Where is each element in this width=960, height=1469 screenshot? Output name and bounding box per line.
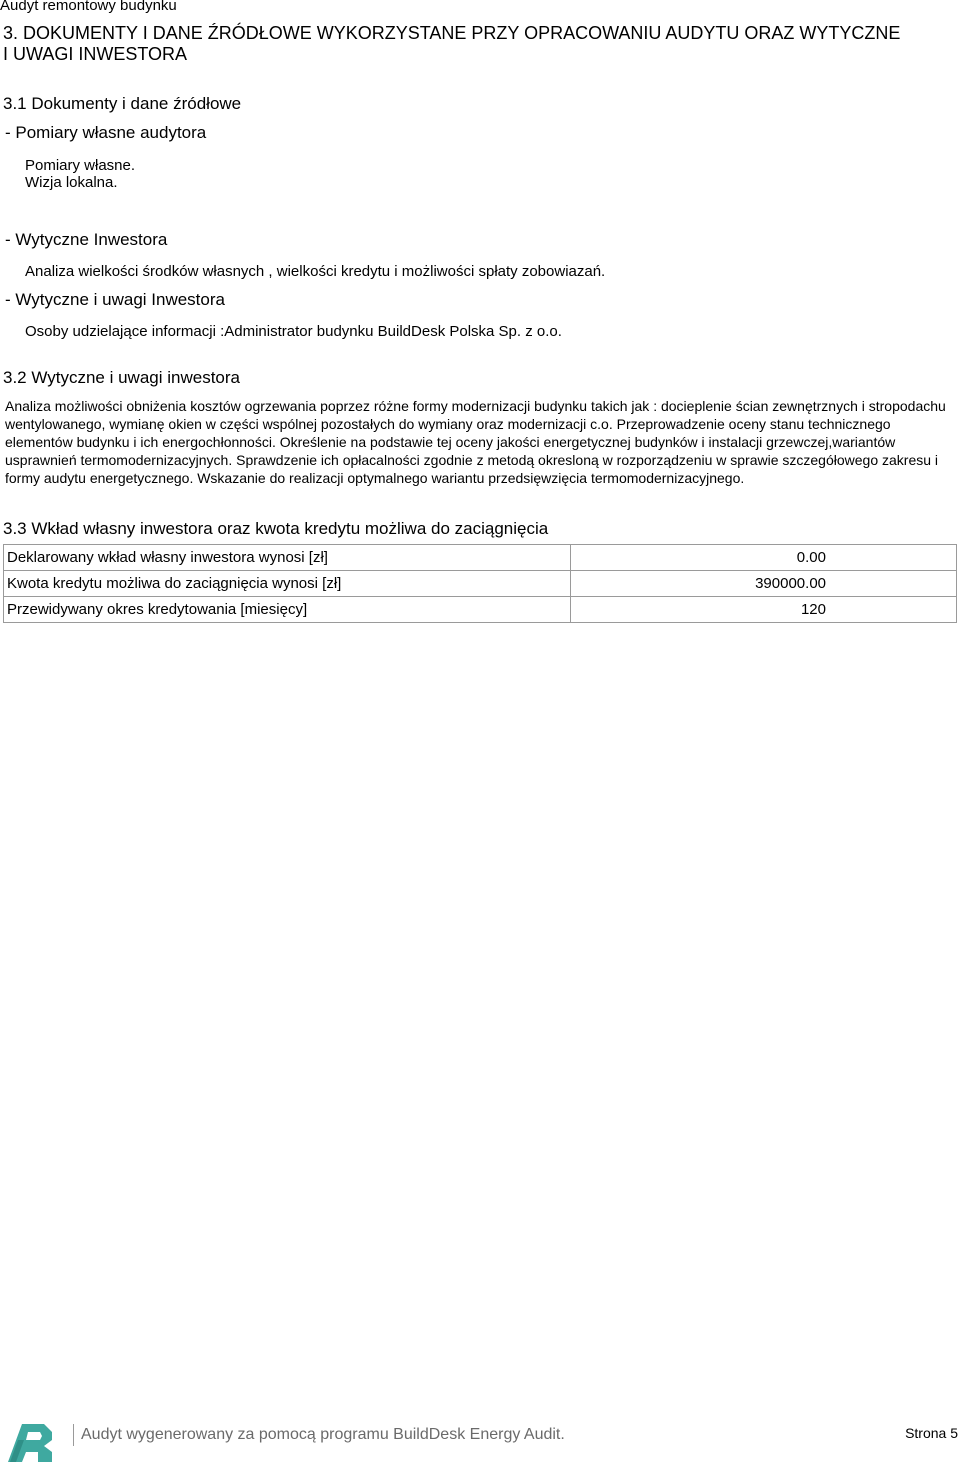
table-cell-label: Kwota kredytu możliwa do zaciągnięcia wynosi [zł] xyxy=(4,571,571,597)
table-cell-label: Przewidywany okres kredytowania [miesięcy] xyxy=(4,597,571,623)
running-header-title: Audyt remontowy budynku xyxy=(0,0,177,14)
section-3-title: 3. DOKUMENTY I DANE ŹRÓDŁOWE WYKORZYSTANE PRZY OPRACOWANIU AUDYTU ORAZ WYTYCZNE I UWAGI INWESTORA xyxy=(3,23,901,64)
footer-generated-text: Audyt wygenerowany za pomocą programu BuildDesk Energy Audit. xyxy=(81,1426,565,1443)
section-3-3-title: 3.3 Wkład własny inwestora oraz kwota kredytu możliwa do zaciągnięcia xyxy=(3,519,549,538)
table-cell-value: 390000.00 xyxy=(571,571,957,597)
loan-table xyxy=(3,544,957,623)
footer-separator xyxy=(73,1424,74,1446)
pomiary-line-1: Pomiary własne. xyxy=(25,157,136,174)
section-3-2-title: 3.2 Wytyczne i uwagi inwestora xyxy=(3,368,241,387)
wytyczne-text: Analiza wielkości środków własnych , wielkości kredytu i możliwości spłaty zobowiazań. xyxy=(25,263,606,280)
page-number: Strona 5 xyxy=(905,1425,958,1441)
section-3-1-title: 3.1 Dokumenty i dane źródłowe xyxy=(3,94,242,113)
pomiary-heading: - Pomiary własne audytora xyxy=(5,123,207,142)
uwagi-text: Osoby udzielające informacji :Administrator budynku BuildDesk Polska Sp. z o.o. xyxy=(25,323,562,340)
pomiary-line-2: Wizja lokalna. xyxy=(25,174,118,191)
table-cell-value: 0.00 xyxy=(571,545,957,571)
page-footer xyxy=(0,1410,960,1465)
table-cell-value: 120 xyxy=(571,597,957,623)
table-row xyxy=(4,545,957,571)
wytyczne-heading: - Wytyczne Inwestora xyxy=(5,230,168,249)
builddesk-logo-icon xyxy=(4,1418,56,1466)
table-cell-label: Deklarowany wkład własny inwestora wynosi [zł] xyxy=(4,545,571,571)
uwagi-heading: - Wytyczne i uwagi Inwestora xyxy=(5,290,225,309)
section-3-2-paragraph: Analiza możliwości obniżenia kosztów ogrzewania poprzez różne formy modernizacji budynku takich jak : docieplenie ścian zewnętrznych i stropodachu wentylowanego, wymianę okien w części wspólnej pozostałych do wymiany oraz modernizacji c.o. Przeprowadzenie oceny stanu technicznego elementów budynku i ich energochłonności. Określenie na podstawie tej oceny jakości energetycznej budynków i instalacji grzewczej,wariantów usprawnień termomodernizacyjnych. Sprawdzenie ich opłacalności zgodnie z metodą okresloną w rozporządzeniu w sprawie szczegółowego zakresu i formy audytu energetycznego. Wskazanie do realizacji optymalnego wariantu przedsięwzięcia termomodernizacyjnego. xyxy=(5,398,946,486)
table-row xyxy=(4,597,957,623)
table-row xyxy=(4,571,957,597)
